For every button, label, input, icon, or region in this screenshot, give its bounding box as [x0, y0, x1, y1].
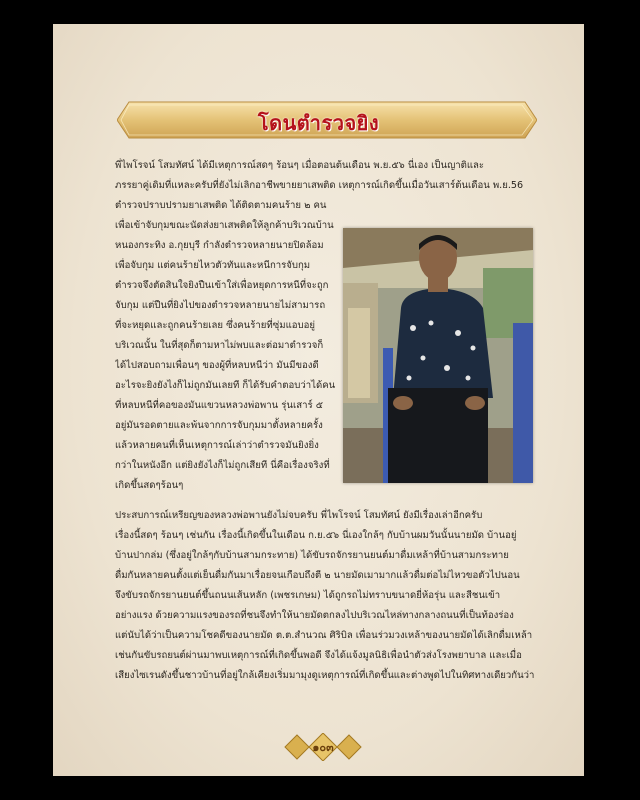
body-line: เสียงไซเรนดังขึ้นชาวบ้านที่อยู่ใกล้เคียงเริ่มมามุงดูเหตุการณ์ที่เกิดขึ้นและต่างพูดไปในทิศทางเดียวกันว่า	[115, 670, 535, 681]
body-line: ประสบการณ์เหรียญของหลวงพ่อพานยังไม่จบครับ พี่ไพโรจน์ โสมทัศน์ ยังมีเรื่องเล่าอีกครับ	[115, 510, 483, 521]
wrapped-line: ตำรวจจึงตัดสินใจยิงปืนเข้าใส่เพื่อหยุดการหนีที่จะถูก	[115, 280, 329, 291]
wrapped-line: แล้วหลายคนที่เห็นเหตุการณ์เล่าว่าตำรวจมันยิงยิ่ง	[115, 440, 319, 451]
wrapped-line: เกิดขึ้นสดๆร้อนๆ	[115, 480, 184, 491]
wrapped-line: จับกุม แต่ปืนที่ยิงไปของตำรวจหลายนายไม่สามารถ	[115, 300, 326, 311]
body-line: เรื่องนี้สดๆ ร้อนๆ เช่นกัน เรื่องนี้เกิดขึ้นในเดือน ก.ย.๕๖ นี่เองใกล้ๆ กับบ้านผมวันนั้นนายมัด บ้านอยู่	[115, 530, 517, 541]
wrapped-line: บริเวณนั้น ในที่สุดก็ตามหาไม่พบและต่อมาตำรวจก็	[115, 340, 324, 351]
body-line: ดื่มกันหลายคนตั้งแต่เย็นดื่มกันมาเรื่อยจนเกือบถึงตี ๒ นายมัดเมามากแล้วดื่มต่อไม่ไหวขอตัวไปนอน	[115, 570, 520, 581]
body-line: แต่นับได้ว่าเป็นความโชคดีของนายมัด ต.ต.สำนวณ ศิริบิล เพื่อนร่วมวงเหล้าของนายมัดได้เลิกดื่มเหล้า	[115, 630, 533, 641]
wrapped-line: ได้ไปสอบถามเพื่อนๆ ของผู้ที่หลบหนีว่า มันมีของดี	[115, 360, 319, 371]
body-line: บ้านปากล่ม (ซึ่งอยู่ใกล้ๆกับบ้านสามกระทาย) ได้ขับรถจักรยานยนต์มาดื่มเหล้าที่บ้านสามกระทาย	[115, 550, 509, 561]
portrait-photo	[343, 228, 533, 483]
wrapped-line: เพื่อจับกุม แต่คนร้ายไหวตัวทันและหนีการจับกุม	[115, 260, 311, 271]
wrapped-line: อยู่มันรอดตายและพ้นจากการจับกุมมาตั้งหลายครั้ง	[115, 420, 323, 431]
page-number: ๑๐๓	[312, 741, 334, 754]
intro-line: ภรรยาคู่เดิมที่แหละครับที่ยังไม่เลิกอาชีพขายยาเสพติด เหตุการณ์เกิดขึ้นเมื่อวันเสาร์ต้นเดือน พ.ย.56	[115, 180, 524, 191]
wrapped-line: ที่หลบหนีที่คอของมันแขวนหลวงพ่อพาน รุ่นเสาร์ ๕	[115, 400, 323, 411]
article-title: โดนตำรวจยิง	[257, 111, 380, 135]
body-line: อย่างแรง ด้วยความแรงของรถที่ชนจึงทำให้นายมัดตกลงไปบริเวณไหล่ทางกลางถนนที่เป็นท้องร่อง	[115, 610, 514, 621]
wrapped-line: หนองกระทิง อ.กุยบุรี กำลังตำรวจหลายนายปิดล้อม	[115, 240, 324, 251]
body-line: จึงขับรถจักรยานยนต์ขึ้นถนนเส้นหลัก (เพชรเกษม) ได้ถูกรถไม่ทราบขนาดยี่ห้อรุ่น และสีชนเข้า	[115, 590, 501, 601]
portrait-illustration	[343, 228, 533, 483]
intro-line: พี่ไพโรจน์ โสมทัศน์ ได้มีเหตุการณ์สดๆ ร้อนๆ เมื่อตอนต้นเดือน พ.ย.๕๖ นี่เอง เป็นญาติและ	[115, 160, 485, 171]
body-line: เช่นกันขับรถยนต์ผ่านมาพบเหตุการณ์ที่เกิดขึ้นพอดี จึงได้แจ้งมูลนิธิเพื่อนำตัวส่งโรงพยาบาล และเมื่อ	[115, 650, 522, 661]
wrapped-line: อะไรจะยิงยังไงก็ไม่ถูกมันเลยที ก็ได้รับคำตอบว่าได้คน	[115, 380, 336, 391]
wrapped-line: กว่าในหนังอีก แต่ยิงยังไงก็ไม่ถูกเสียที นี่คือเรื่องจริงที่	[115, 460, 330, 471]
wrapped-line: ที่จะหยุดและถูกคนร้ายเลย ซึ่งคนร้ายที่ซุ่มแอบอยู่	[115, 320, 315, 331]
intro-line: ตำรวจปราบปรามยาเสพติด ได้ติดตามคนร้าย ๒ คน	[115, 200, 327, 211]
wrapped-line: เพื่อเข้าจับกุมขณะนัดส่งยาเสพติดให้ลูกค้าบริเวณบ้าน	[115, 220, 334, 231]
